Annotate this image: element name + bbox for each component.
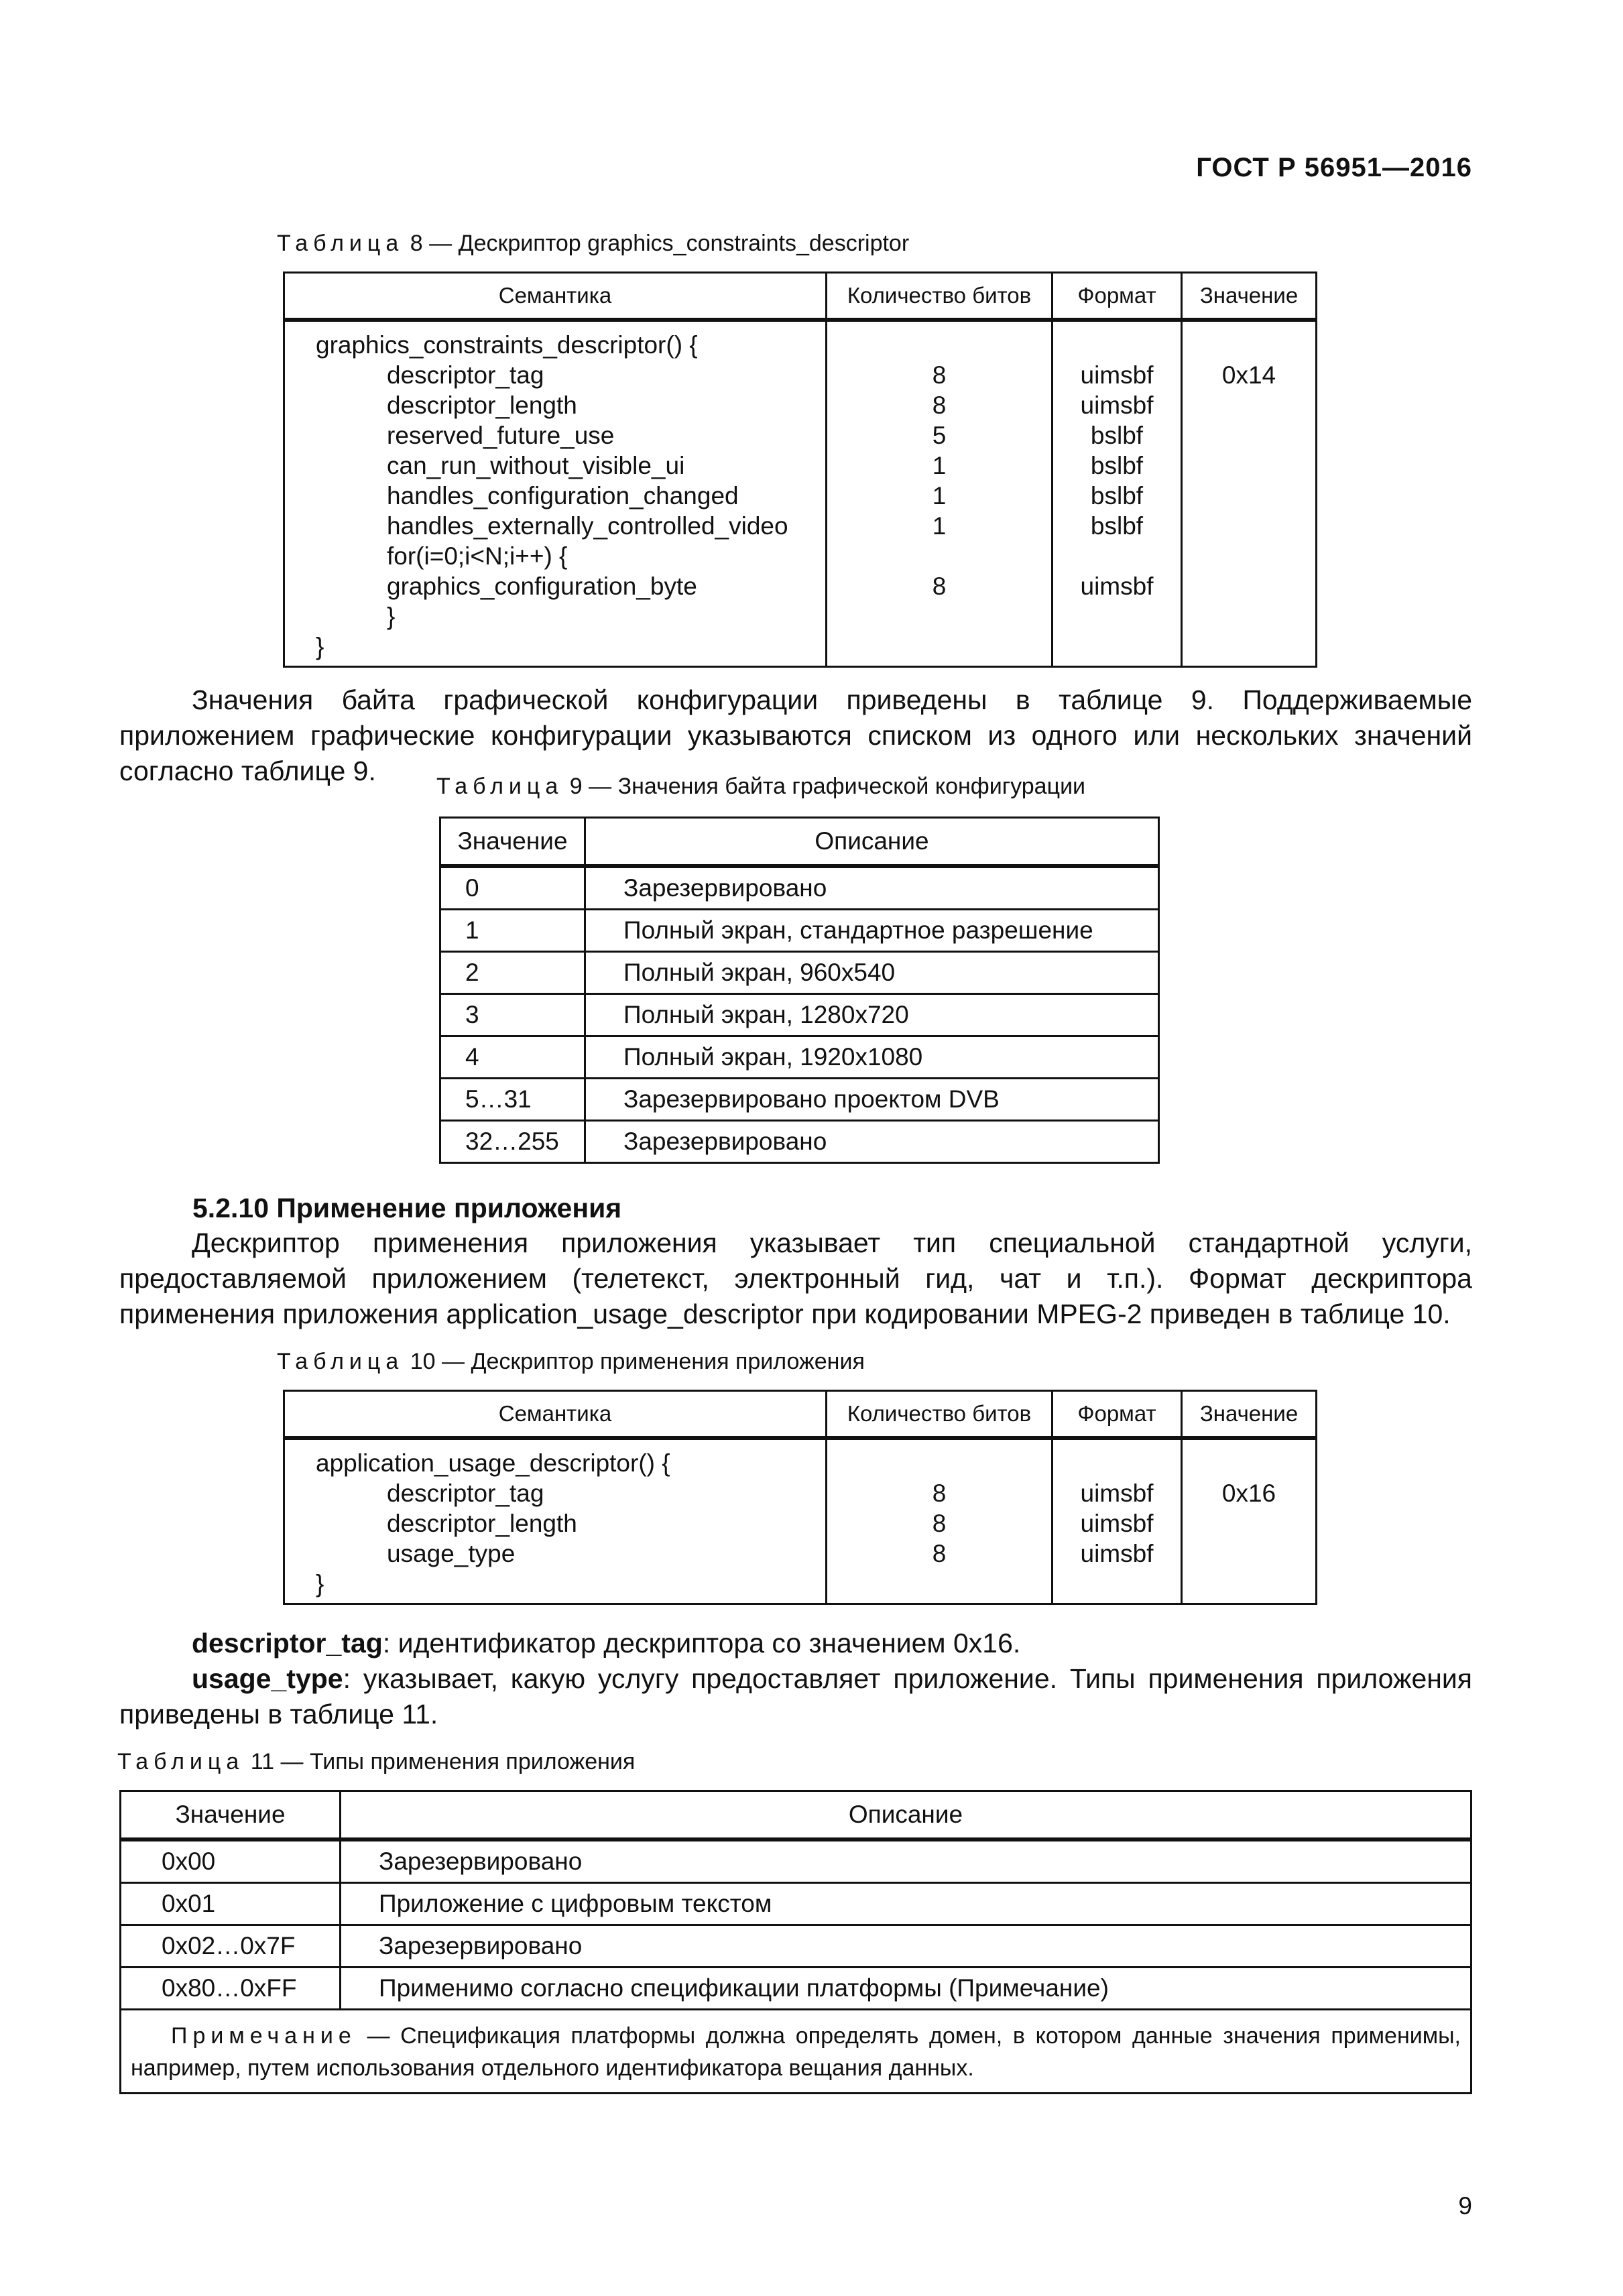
col-header-value: Значение xyxy=(121,1791,341,1840)
value-cell: 32…255 xyxy=(440,1121,585,1163)
bits-cell xyxy=(827,320,1053,667)
table8-caption xyxy=(277,231,909,257)
format-value: uimsbf xyxy=(1080,361,1154,389)
value-cell: 4 xyxy=(440,1036,585,1079)
table-note-row xyxy=(121,2010,1471,2094)
value-cell: 2 xyxy=(440,952,585,994)
description-cell: Приложение с цифровым текстом xyxy=(341,1883,1471,1925)
table-header-row xyxy=(284,1391,1317,1439)
value-cell xyxy=(1182,1438,1317,1604)
bits-value: 8 xyxy=(932,391,947,419)
syntax-line: for(i=0;i<N;i++) { xyxy=(387,542,568,570)
col-header-bits: Количество битов xyxy=(827,1391,1053,1439)
table11-caption xyxy=(117,1749,635,1775)
description-cell: Зарезервировано xyxy=(341,1925,1471,1968)
description-cell: Зарезервировано xyxy=(585,1121,1159,1163)
paragraph-graphics-config: Значения байта графической конфигурации приведены в таблице 9. Поддерживаемые приложением графические конфигурации указываются списком из одного или нескольких значений согласно таблице 9. xyxy=(119,684,1472,786)
syntax-line: reserved_future_use xyxy=(387,422,615,449)
col-header-bits: Количество битов xyxy=(827,273,1053,320)
value-cell: 3 xyxy=(440,994,585,1036)
syntax-line: graphics_constraints_descriptor() { xyxy=(316,331,698,359)
definition-descriptor-tag xyxy=(119,1626,1472,1661)
definition-term: usage_type xyxy=(192,1663,343,1694)
table-row xyxy=(440,866,1159,910)
table-note xyxy=(121,2010,1471,2094)
format-value: uimsbf xyxy=(1080,572,1154,600)
table10-caption-prefix: Таблица xyxy=(277,1349,404,1374)
table9-caption-text: 9 — Значения байта графической конфигурации xyxy=(569,774,1086,799)
col-header-description: Описание xyxy=(341,1791,1471,1840)
bits-value: 8 xyxy=(932,572,947,600)
note-text: — Спецификация платформы должна определять домен, в котором данные значения применимы, например, путем использования отдельного идентификатора вещания данных. xyxy=(131,2023,1461,2081)
description-cell: Полный экран, стандартное разрешение xyxy=(585,910,1159,952)
table-row xyxy=(121,1968,1471,2010)
table-row xyxy=(440,1036,1159,1079)
description-cell: Полный экран, 1280x720 xyxy=(585,994,1159,1036)
col-header-value: Значение xyxy=(440,818,585,867)
definition-usage-type xyxy=(119,1661,1472,1732)
format-value: uimsbf xyxy=(1080,1540,1154,1567)
syntax-line: handles_externally_controlled_video xyxy=(387,512,788,540)
table-row xyxy=(121,1883,1471,1925)
note-label: Примечание xyxy=(171,2023,357,2049)
format-value: uimsbf xyxy=(1080,391,1154,419)
description-cell: Зарезервировано xyxy=(585,866,1159,910)
bits-value: 1 xyxy=(932,482,947,509)
table11-caption-text: 11 — Типы применения приложения xyxy=(250,1749,636,1774)
syntax-line: handles_configuration_changed xyxy=(387,482,739,509)
description-cell: Применимо согласно спецификации платформы (Примечание) xyxy=(341,1968,1471,2010)
table11 xyxy=(119,1790,1472,2094)
col-header-description: Описание xyxy=(585,818,1159,867)
table10-caption-text: 10 — Дескриптор применения приложения xyxy=(410,1349,865,1374)
table-row xyxy=(440,910,1159,952)
format-value: bslbf xyxy=(1090,422,1144,449)
format-value: bslbf xyxy=(1090,482,1144,509)
value-cell: 0 xyxy=(440,866,585,910)
bits-value: 1 xyxy=(932,512,947,540)
bits-cell xyxy=(827,1438,1053,1604)
definition-term: descriptor_tag xyxy=(192,1628,383,1658)
description-cell: Зарезервировано проектом DVB xyxy=(585,1079,1159,1121)
bits-value: 5 xyxy=(932,422,947,449)
table-row xyxy=(440,952,1159,994)
syntax-line: } xyxy=(316,633,324,660)
document-id: ГОСТ Р 56951—2016 xyxy=(1196,153,1472,182)
bits-value: 8 xyxy=(932,1540,947,1567)
syntax-line: application_usage_descriptor() { xyxy=(316,1449,670,1477)
syntax-line: can_run_without_visible_ui xyxy=(387,452,685,479)
table8-caption-prefix: Таблица xyxy=(277,231,404,256)
col-header-semantics: Семантика xyxy=(284,273,827,320)
table-row xyxy=(121,1839,1471,1883)
value-cell: 0x00 xyxy=(121,1839,341,1883)
definition-text: : идентификатор дескриптора со значением 0x16. xyxy=(382,1628,1021,1658)
syntax-line: descriptor_length xyxy=(387,391,577,419)
format-value: bslbf xyxy=(1090,512,1144,540)
syntax-line: descriptor_length xyxy=(387,1510,577,1537)
format-cell xyxy=(1053,1438,1182,1604)
definition-text: : указывает, какую услугу предоставляет приложение. Типы применения приложения приведены в таблице 11. xyxy=(119,1663,1472,1730)
value-value: 0x14 xyxy=(1221,361,1276,389)
col-header-semantics: Семантика xyxy=(284,1391,827,1439)
table-body-row xyxy=(284,1438,1317,1604)
table-row xyxy=(440,1079,1159,1121)
col-header-format: Формат xyxy=(1053,1391,1182,1439)
table10 xyxy=(283,1390,1317,1605)
bits-value: 8 xyxy=(932,361,947,389)
description-cell: Полный экран, 1920x1080 xyxy=(585,1036,1159,1079)
syntax-line: } xyxy=(316,1570,324,1597)
col-header-value: Значение xyxy=(1182,1391,1317,1439)
format-value: bslbf xyxy=(1090,452,1144,479)
table11-caption-prefix: Таблица xyxy=(117,1749,245,1774)
table-header-row xyxy=(121,1791,1471,1840)
value-cell: 1 xyxy=(440,910,585,952)
value-cell: 0x01 xyxy=(121,1883,341,1925)
value-cell: 0x02…0x7F xyxy=(121,1925,341,1968)
description-cell: Зарезервировано xyxy=(341,1839,1471,1883)
table9-caption-prefix: Таблица xyxy=(436,774,564,799)
table8-caption-text: 8 — Дескриптор graphics_constraints_descriptor xyxy=(410,231,910,256)
table9 xyxy=(439,817,1160,1164)
table10-caption xyxy=(277,1349,865,1375)
table-row xyxy=(440,994,1159,1036)
value-cell: 0x80…0xFF xyxy=(121,1968,341,2010)
table9-caption xyxy=(436,774,1085,800)
table-row xyxy=(121,1925,1471,1968)
table8 xyxy=(283,271,1317,668)
syntax-line: usage_type xyxy=(387,1540,516,1567)
bits-value: 1 xyxy=(932,452,947,479)
syntax-line: graphics_configuration_byte xyxy=(387,572,697,600)
value-value: 0x16 xyxy=(1221,1479,1276,1507)
page-number: 9 xyxy=(1458,2192,1472,2220)
col-header-value: Значение xyxy=(1182,273,1317,320)
value-cell xyxy=(1182,320,1317,667)
value-cell: 5…31 xyxy=(440,1079,585,1121)
semantics-cell xyxy=(284,320,827,667)
description-cell: Полный экран, 960x540 xyxy=(585,952,1159,994)
table-row xyxy=(440,1121,1159,1163)
format-cell xyxy=(1053,320,1182,667)
table-body-row xyxy=(284,320,1317,667)
col-header-format: Формат xyxy=(1053,273,1182,320)
bits-value: 8 xyxy=(932,1479,947,1507)
table-header-row xyxy=(284,273,1317,320)
table-header-row xyxy=(440,818,1159,867)
bits-value: 8 xyxy=(932,1510,947,1537)
section-paragraph: Дескриптор применения приложения указывает тип специальной стандартной услуги, предоставляемой приложением (телетекст, электронный гид, чат и т.п.). Формат дескриптора применения приложения application_usage_descriptor при кодировании MPEG-2 приведен в таблице 10. xyxy=(119,1227,1472,1329)
section-heading: 5.2.10 Применение приложения xyxy=(192,1193,622,1223)
syntax-line: descriptor_tag xyxy=(387,1479,544,1507)
semantics-cell xyxy=(284,1438,827,1604)
format-value: uimsbf xyxy=(1080,1479,1154,1507)
syntax-line: } xyxy=(387,603,396,630)
format-value: uimsbf xyxy=(1080,1510,1154,1537)
syntax-line: descriptor_tag xyxy=(387,361,544,389)
